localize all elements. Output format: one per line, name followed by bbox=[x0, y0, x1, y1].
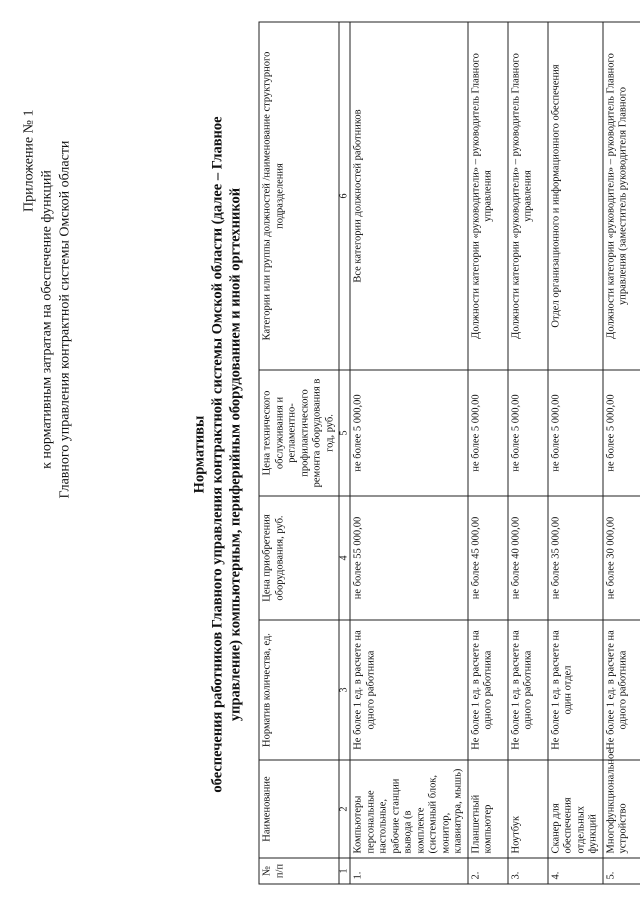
row-number: 2. bbox=[468, 858, 508, 884]
table-row bbox=[350, 22, 468, 884]
table-row bbox=[603, 22, 640, 884]
column-header-category: Категории или группы должностей /наименование структурного подразделения bbox=[259, 22, 339, 370]
row-name: Сканер для обеспечения отдельных функций bbox=[548, 760, 603, 858]
row-service: не более 5 000,00 bbox=[548, 370, 603, 496]
row-service: не более 5 000,00 bbox=[350, 370, 468, 496]
row-category: Должности категории «руководители» – руководитель Главного управления bbox=[508, 22, 548, 370]
row-number: 4. bbox=[548, 858, 603, 884]
row-price: не более 30 000,00 bbox=[603, 496, 640, 620]
row-qty: Не более 1 ед. в расчете на одного работника bbox=[468, 620, 508, 760]
row-name: Многофункциональное устройство bbox=[603, 760, 640, 858]
page-subtitle: обеспечения работников Главного управления контрактной системы Омской области (далее – Главное bbox=[209, 116, 226, 793]
column-header-price: Цена приобретения оборудования, руб. bbox=[259, 496, 339, 620]
column-number: 4 bbox=[339, 496, 350, 620]
appendix-block bbox=[21, 40, 75, 600]
appendix-number: Приложение № 1 bbox=[21, 109, 37, 212]
row-number: 3. bbox=[508, 858, 548, 884]
row-name: Планшетный компьютер bbox=[468, 760, 508, 858]
appendix-line: к нормативным затратам на обеспечение функций bbox=[39, 170, 55, 469]
row-service: не более 5 000,00 bbox=[468, 370, 508, 496]
row-price: не более 40 000,00 bbox=[508, 496, 548, 620]
table-row bbox=[468, 22, 508, 884]
row-number: 5. bbox=[603, 858, 640, 884]
row-category: Все категории должностей работников bbox=[350, 22, 468, 370]
table-row bbox=[508, 22, 548, 884]
column-number: 3 bbox=[339, 620, 350, 760]
row-category: Должности категории «руководители» – руководитель Главного управления (заместитель руководителя Главного bbox=[603, 22, 640, 370]
row-name: Компьютеры персональные настольные, рабочие станции вывода (в комплекте (системный блок, монитор, клавиатура, мышь) bbox=[350, 760, 468, 858]
table-row bbox=[548, 22, 603, 884]
row-service: не более 5 000,00 bbox=[603, 370, 640, 496]
page-title: Нормативы bbox=[191, 415, 208, 494]
row-price: не более 45 000,00 bbox=[468, 496, 508, 620]
table-header-row bbox=[259, 22, 339, 884]
row-qty: Не более 1 ед. в расчете на одного работника bbox=[350, 620, 468, 760]
row-number: 1. bbox=[350, 858, 468, 884]
row-category: Должности категории «руководители» – руководитель Главного управления bbox=[468, 22, 508, 370]
row-price: не более 55 000,00 bbox=[350, 496, 468, 620]
column-number: 6 bbox=[339, 22, 350, 370]
row-qty: Не более 1 ед. в расчете на одного работника bbox=[508, 620, 548, 760]
column-number: 1 bbox=[339, 858, 350, 884]
row-qty: Не более 1 ед. в расчете на один отдел bbox=[548, 620, 603, 760]
row-category: Отдел организационного и информационного обеспечения bbox=[548, 22, 603, 370]
row-price: не более 35 000,00 bbox=[548, 496, 603, 620]
column-number: 5 bbox=[339, 370, 350, 496]
column-number-row bbox=[339, 22, 350, 884]
row-qty: Не более 1 ед. в расчете на одного работника bbox=[603, 620, 640, 760]
column-header-num: № п/п bbox=[259, 858, 339, 884]
row-service: не более 5 000,00 bbox=[508, 370, 548, 496]
column-header-qty: Норматив количества, ед. bbox=[259, 620, 339, 760]
column-header-name: Наименование bbox=[259, 760, 339, 858]
appendix-line: Главного управления контрактной системы Омской области bbox=[57, 140, 73, 499]
norms-table bbox=[259, 22, 640, 885]
column-header-service: Цена технического обслуживания и регламентно-профилактического ремонта оборудования в год, руб. bbox=[259, 370, 339, 496]
column-number: 2 bbox=[339, 760, 350, 858]
page-subtitle: управление) компьютерным, периферийным оборудованием и иной оргтехникой bbox=[227, 187, 244, 722]
document-heading bbox=[191, 95, 245, 815]
rotated-content bbox=[1, 0, 640, 905]
row-name: Ноутбук bbox=[508, 760, 548, 858]
